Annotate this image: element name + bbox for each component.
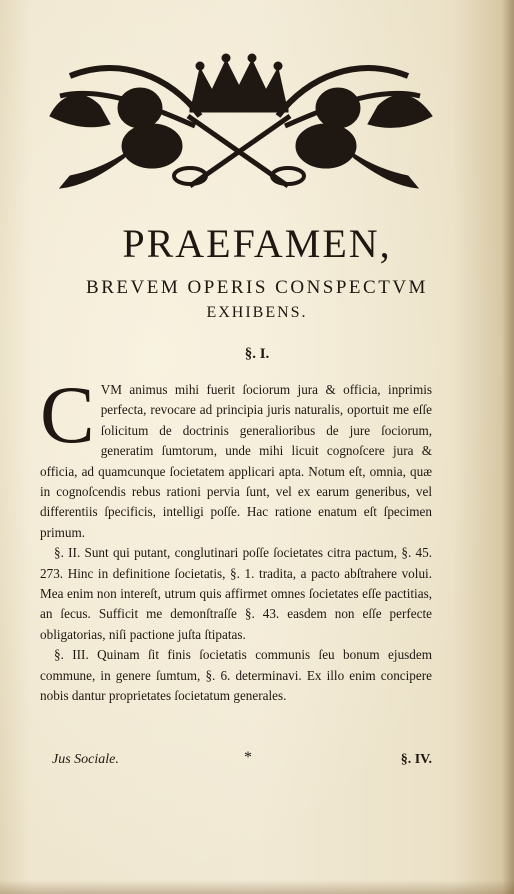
page-bottom-edge — [0, 880, 514, 894]
star-mark: * — [244, 749, 252, 766]
subtitle-line-1: BREVEM OPERIS CONSPECTVM — [86, 277, 428, 298]
page-title: PRAEFAMEN, — [122, 221, 392, 266]
page-footer — [52, 748, 432, 772]
crown-icon — [192, 60, 286, 104]
body-text — [40, 369, 432, 707]
drop-cap: C — [40, 369, 95, 460]
paragraph-2: §. II. Sunt qui putant, conglutinari poſſe ſocietates citra pactum, §. 45. 273. Hinc in definitione ſocietatis, §. 1. tradita, a pacto abſtrahere volui. Mea enim non intereſt, utrum quis affirmet omnes ſocietates eſſe pactitias, an ſecus. Sufficit me demonſtraſſe §. 43. easdem non eſſe perfecte obligatorias, niſi pactione juſta ſtipatas. — [40, 545, 432, 642]
paragraph-1 — [40, 369, 432, 543]
cherubs-crown-ornament — [40, 46, 438, 196]
subtitle-line-2: EXHIBENS. — [206, 304, 308, 321]
page-edge-shadow — [502, 0, 514, 894]
paragraph-3: §. III. Quinam ſit finis ſocietatis communis ſeu bonum ejusdem commune, in genere ſumtum, §. 6. determinavi. Ex illo enim concipere nobis dantur proprietates ſocietatum generales. — [40, 647, 432, 704]
section-heading: §. I. — [244, 346, 270, 362]
paragraph-1-text: VM animus mihi fuerit ſociorum jura & officia, inprimis perfecta, revocare ad principia juris naturalis, oportuit me eſſe ſolicitum de doctrinis generalioribus de jure ſociorum, generatim ſumtorum, unde mihi licuit cognoſcere jura & officia, ad quamcunque ſocietatem applicari apta. Notum eſt, omnia, quæ in cognoſcendis rebus rationi pervia ſunt, vel ex earum generibus, vel differentiis ſpecificis, intelligi poſſe. Hac ratione enatum eſt ſpecimen primum. — [40, 382, 432, 540]
signature-mark: Jus Sociale. — [52, 752, 119, 767]
catchword: §. IV. — [400, 752, 432, 767]
